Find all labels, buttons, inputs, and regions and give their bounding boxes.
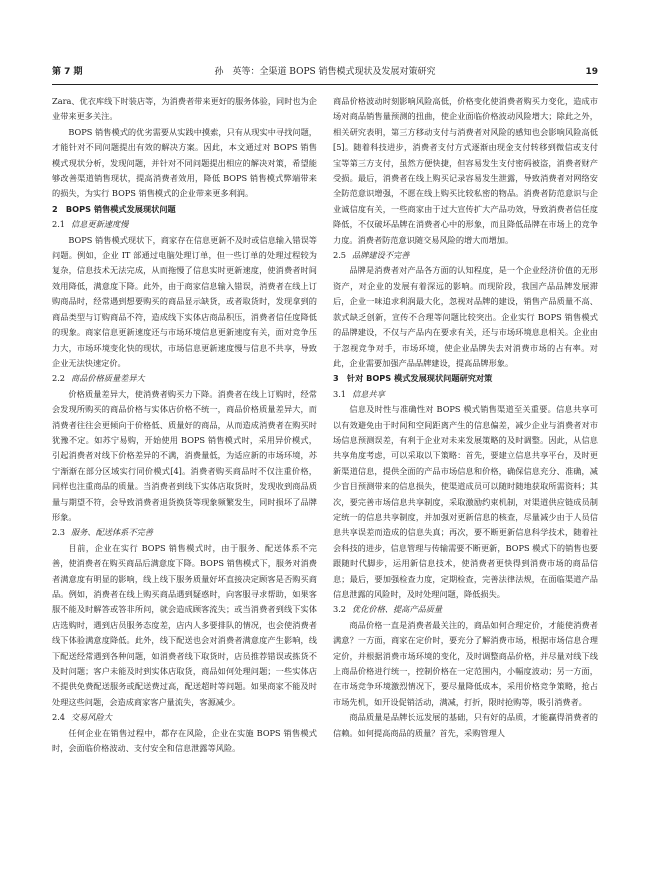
- subsection-heading: [333, 387, 598, 402]
- subsection-number: 2.1: [52, 219, 66, 230]
- section-heading: 3 针对 BOPS 模式发展现状问题研究对策: [333, 373, 493, 384]
- paragraph: 信息及时性与准确性对 BOPS 模式销售渠道至关重要。信息共享可以有效避免由于时间和空间距离产生的信息偏差，减少企业与消费者对市场信息预测误差，有利于企业对未来发展策略的及时调整。因此，从信息共享角度考虑，可以采取以下策略：首先，要建立信息共享平台，及时更新渠道信息，提供全面的产品市场信息和价格，确保信息充分、准确，减少盲目预测带来的信息损失，使渠道成员可以随时随地获取所需资料；其次，要完善市场信息共享制度，采取激励约束机制，对渠道供应链成员制定统一的信息共享制度，并加强对更新信息的核查，尽量减少由于人员信息共享误差而造成的信息失真；再次，要不断更新信息科学技术，随着社会科技的进步，信息管理与传输需要不断更新，BOPS 模式下的销售也要跟随时代脚步，运用新信息技术，使消费者更快得到消费市场的商品信息；最后，要加强检查力度，定期检查，完善法律法规，在面临渠道产品信息泄露的风险时，及时处理问题，降低损失。: [333, 404, 598, 599]
- left-column: [52, 94, 317, 756]
- subsection-heading: [52, 525, 317, 540]
- paragraph: Zara、优衣库线下时装店等，为消费者带来更好的服务体验，同时也为企业带来更多关注。: [52, 96, 317, 122]
- subsection-title: 商品价格质量差异大: [71, 373, 145, 384]
- paragraph: 目前，企业在实行 BOPS 销售模式时，由于服务、配送体系不完善，使消费者在购买商品后满意度下降。BOPS 销售模式下，服务对消费者满意度有明显的影响，线上线下服务质量好坏直接决定顾客是否购买商品。例如，消费者在线上购买商品遇到疑惑时，向客服寻求帮助，如果客服不能及时解答或答非所问，就会造成顾客流失；或当消费者到线下实体店选购时，遇到店员服务态度差，店内人多要排队的情况，也会使消费者线下体验满意度降低。此外，线下配送也会对消费者满意度产生影响，线下配送经常遇到各种问题，如消费者线下取货时，店员推荐错误或拣货不及时问题；客户未能及时到实体店取货，商品如何处理问题；一些实体店不提供免费配送服务或配送费过高，配送超时等问题。如果商家不能及时处理这些问题，会造成商家客户量流失，客源减少。: [52, 542, 317, 707]
- subsection-heading: [52, 371, 317, 386]
- running-header: [52, 64, 598, 80]
- subsection-heading: [52, 710, 317, 725]
- page-number: 19: [585, 67, 598, 77]
- subsection-title: 品牌建设不完善: [352, 250, 410, 261]
- subsection-title: 交易风险大: [71, 712, 112, 723]
- right-column: [333, 94, 598, 741]
- subsection-title: 信息更新速度慢: [71, 219, 129, 230]
- paragraph: 商品价格一直是消费者最关注的，商品如何合理定价，才能使消费者满意？一方面，商家在定价时，要充分了解消费市场，根据市场信息合理定价，并根据消费市场环境的变化，及时调整商品价格，并尽量对线下线上商品价格进行统一，控制价格在一定范围内，小幅度波动；另一方面，在市场竞争环境激烈情况下，要尽量降低成本，采用价格竞争策略，抢占市场先机，如开设促销活动，满减，打折，限时抢购等，吸引消费者。: [333, 619, 598, 707]
- subsection-number: 3.2: [333, 604, 347, 615]
- subsection-number: 2.2: [52, 373, 66, 384]
- subsection-number: 2.4: [52, 712, 66, 723]
- paragraph: 商品价格波动时刻影响风险高低，价格变化使消费者购买力变化，造成市场对商品销售量预测的扭曲，使企业面临价格波动风险增大；除此之外，相关研究表明，第三方移动支付与消费者对风险的感知也会影响风险高低[5]。随着科技进步，消费者支付方式逐渐由现金支付转移到微信或支付宝等第三方支付，虽然方便快捷，但容易发生支付密码被盗，消费者财产受损。最后，消费者在线上购买记录容易发生泄露，导致消费者对网络安全防范意识增强，不愿在线上购买比较私密的物品。消费者防范意识与企业诚信度有关，一些商家由于过大宣传扩大产品功效，导致消费者信任度降低，不仅破坏品牌在消费者心中的形象，而且降低品牌在市场上的竞争力度。消费者防范意识随交易风险的增大而增加。: [333, 96, 598, 245]
- subsection-heading: [333, 602, 598, 617]
- subsection-title: 服务、配送体系不完善: [71, 527, 153, 538]
- paragraph: BOPS 销售模式的优劣需要从实践中摸索，只有从现实中寻找问题，才能针对不同问题提出有效的解决方案。因此，本文通过对 BOPS 销售模式现状分析，发现问题，并针对不同问题提出相应的解决对策，希望能够改善渠道销售现状，提高消费者效用，降低 BOPS 销售模式弊端带来的损失，为实行 BOPS 销售模式的企业带来更多利润。: [52, 126, 317, 199]
- paragraph: 价格质量差异大，使消费者购买力下降。消费者在线上订购时，经常会发现所购买的商品价格与实体店价格不统一，商品价格质量差异大，而消费者往往会更倾向于价格低、质量好的商品，从而造成消费者在购买时犹豫不定。如苏宁易购，开始使用 BOPS 销售模式时，采用异价模式，引起消费者对线下价格差异的不满，消费量低，为适应新的市场环境，苏宁渐渐在部分区域实行同价模式[4]。消费者购买商品时不仅注重价格，同样也注重商品的质量。当消费者到线下实体店取货时，发现收到商品质量与期望不符，会导致消费者退货换货等现象频繁发生，同时损坏了品牌形象。: [52, 388, 317, 522]
- subsection-heading: [333, 248, 598, 263]
- paragraph: 商品质量是品牌长远发展的基础，只有好的品质，才能赢得消费者的信赖。如何提高商品的质量？首先，采购管理人: [333, 712, 598, 738]
- paragraph: BOPS 销售模式现状下，商家存在信息更新不及时或信息输入错误等问题。例如，企业 IT 部通过电脑处理订单，但一些订单的处理过程较为复杂，信息技术无法完成，从而拖慢了信息实时更新速度，使消费者时间效用降低，满意度下降。此外，由于商家信息输入错误，消费者在线上订购商品时，经常遇到想要购买的商品显示缺货，或者取货时，发现拿到的商品类型与订购商品不符，造成线下实体店商品积压，消费者信任度降低的现象。商家信息更新速度还与市场环境信息更新速度有关，面对竞争压力大，市场环境变化快的现状，市场信息更新速度慢与信息不共享，导致企业无法快速定价。: [52, 234, 317, 368]
- header-rule: [52, 84, 598, 85]
- running-title: 孙 英等：全渠道 BOPS 销售模式现状及发展对策研究: [214, 67, 436, 77]
- subsection-title: 优化价格、提高产品质量: [352, 604, 443, 615]
- subsection-title: 信息共享: [352, 388, 385, 399]
- subsection-heading: [52, 217, 317, 232]
- issue-number: 第 7 期: [52, 67, 83, 77]
- subsection-number: 3.1: [333, 388, 347, 399]
- section-heading: 2 BOPS 销售模式发展现状问题: [52, 203, 176, 214]
- paragraph: 品牌是消费者对产品各方面的认知程度，是一个企业经济价值的无形资产，对企业的发展有着深远的影响。而现阶段，我国产品品牌发展滞后，企业一味追求利润最大化，忽视对品牌的建设，销售产品质量不高、款式缺乏创新，宣传不合理等问题比较突出。企业实行 BOPS 销售模式的品牌建设，不仅与产品内在要求有关，还与市场环境息息相关。企业由于忽视竞争对手，市场环境，使企业品牌失去对消费市场的占有率。对此，企业需要加强产品品牌建设，提高品牌形象。: [333, 265, 598, 368]
- subsection-number: 2.3: [52, 527, 66, 538]
- subsection-number: 2.5: [333, 250, 347, 261]
- paragraph: 任何企业在销售过程中，都存在风险，企业在实施 BOPS 销售模式时，会面临价格波动、支付安全和信息泄露等风险。: [52, 727, 317, 754]
